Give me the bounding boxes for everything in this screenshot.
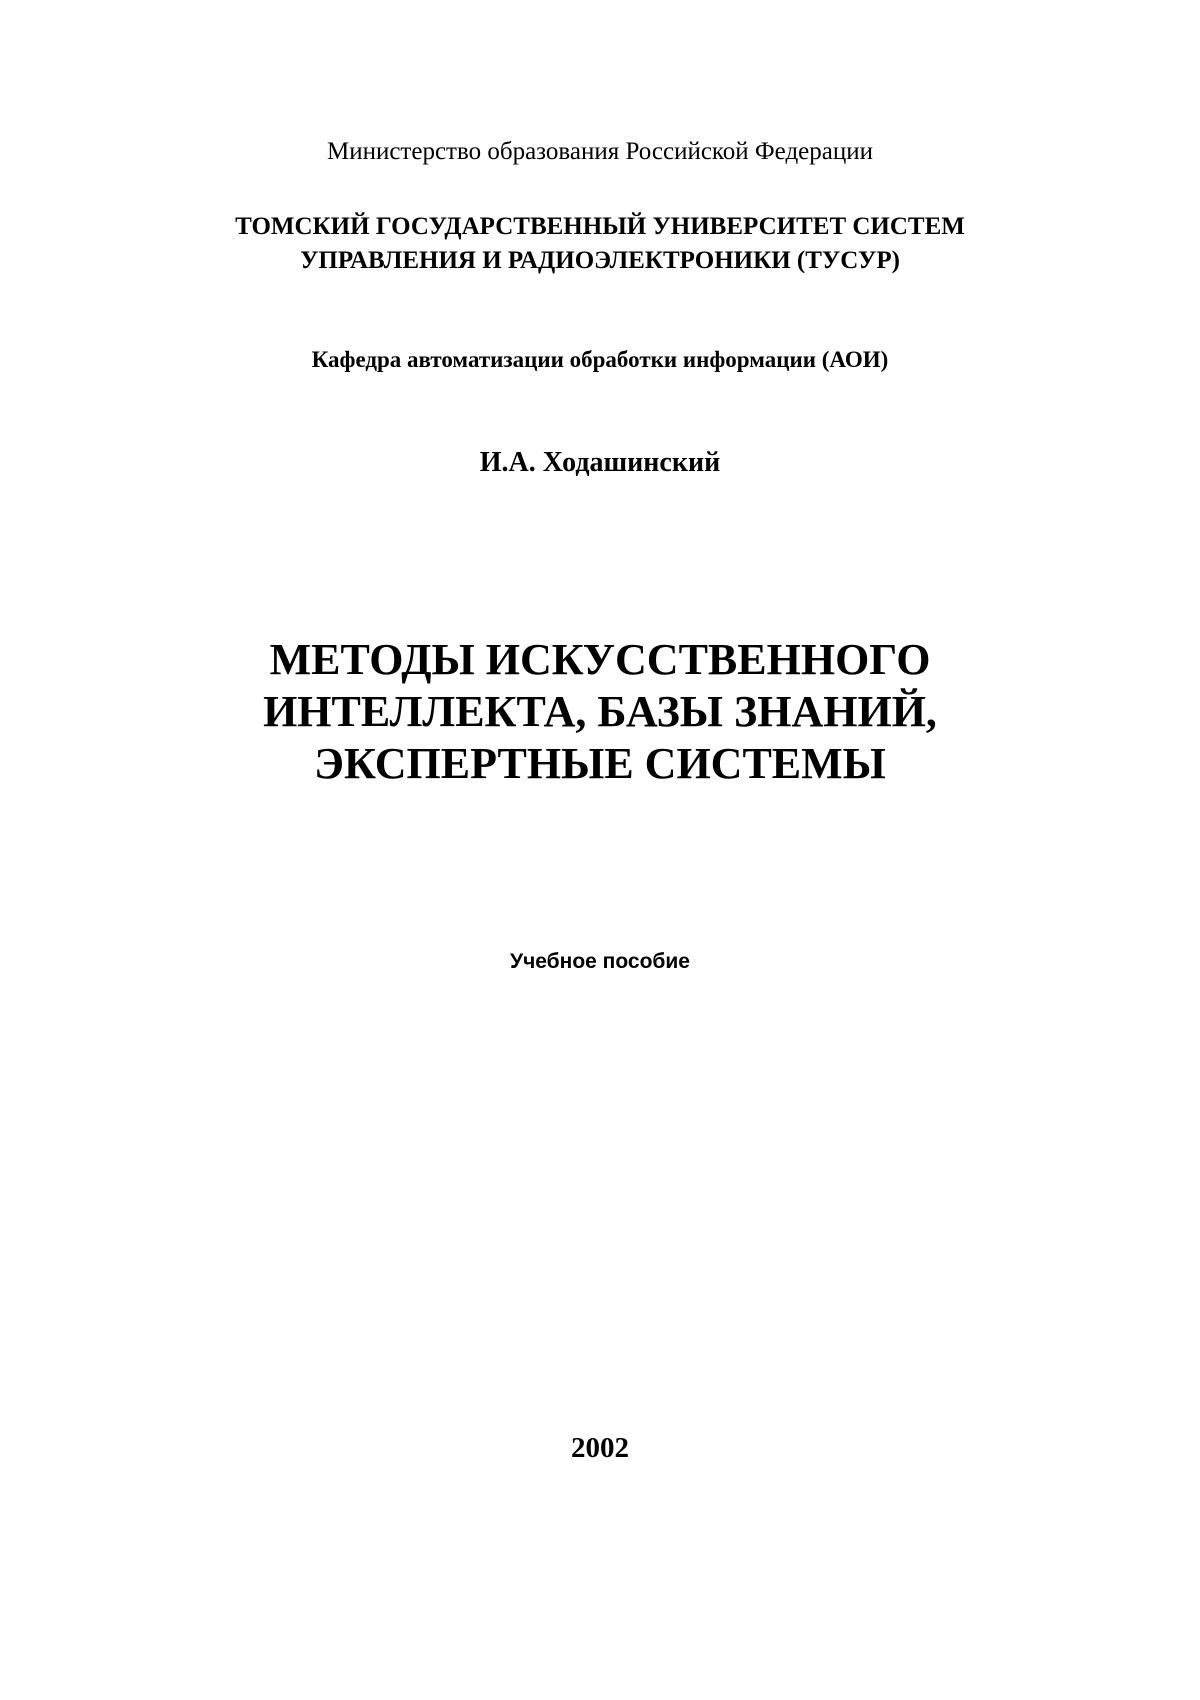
publication-year: 2002 <box>571 1432 629 1464</box>
university-name <box>0 210 1200 278</box>
university-name-line-1: ТОМСКИЙ ГОСУДАРСТВЕННЫЙ УНИВЕРСИТЕТ СИСТЕМ <box>235 213 965 240</box>
department-name: Кафедра автоматизации обработки информации (АОИ) <box>311 347 889 372</box>
document-title <box>0 634 1200 790</box>
ministry-name: Министерство образования Российской Федерации <box>326 138 874 165</box>
document-title-line-2: ИНТЕЛЛЕКТА, БАЗЫ ЗНАНИЙ, <box>263 687 937 736</box>
document-type: Учебное пособие <box>510 950 690 973</box>
document-title-line-3: ЭКСПЕРТНЫЕ СИСТЕМЫ <box>314 739 886 788</box>
university-name-line-2: УПРАВЛЕНИЯ И РАДИОЭЛЕКТРОНИКИ (ТУСУР) <box>300 247 900 274</box>
author-name: И.А. Ходашинский <box>479 447 721 478</box>
document-title-line-1: МЕТОДЫ ИСКУССТВЕННОГО <box>269 635 931 684</box>
